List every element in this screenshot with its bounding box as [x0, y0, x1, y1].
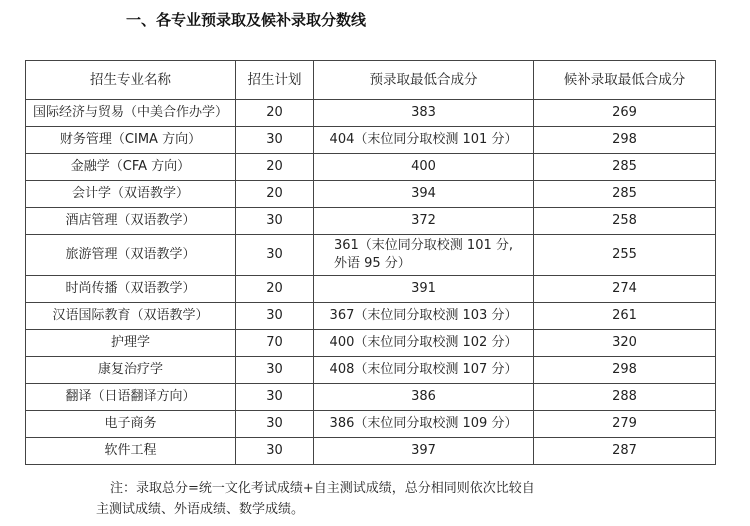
cell-plan: 30: [236, 357, 314, 384]
cell-major: 护理学: [26, 330, 236, 357]
cell-major: 会计学（双语教学）: [26, 181, 236, 208]
cell-major: 金融学（CFA 方向）: [26, 154, 236, 181]
cell-major: 时尚传播（双语教学）: [26, 276, 236, 303]
cell-major: 国际经济与贸易（中美合作办学）: [26, 100, 236, 127]
cell-plan: 70: [236, 330, 314, 357]
cell-waitlist: 255: [534, 235, 716, 276]
cell-pre-admission: 367（末位同分取校测 103 分）: [314, 303, 534, 330]
table-row: [26, 154, 716, 181]
header-waitlist: 候补录取最低合成分: [534, 61, 716, 100]
cell-waitlist: 274: [534, 276, 716, 303]
pre-admission-multiline: [334, 237, 513, 273]
header-pre-admission: 预录取最低合成分: [314, 61, 534, 100]
cell-waitlist: 261: [534, 303, 716, 330]
pre-admission-line-1: 361（末位同分取校测 101 分,: [333, 238, 514, 253]
footnote-line-2: 主测试成绩、外语成绩、数学成绩。: [96, 502, 305, 517]
cell-pre-admission: [314, 235, 534, 276]
pre-admission-line-2: 外语 95 分）: [333, 256, 411, 271]
cell-major: 翻译（日语翻译方向）: [26, 384, 236, 411]
cell-plan: 30: [236, 384, 314, 411]
table-row: [26, 357, 716, 384]
cell-pre-admission: 400: [314, 154, 534, 181]
table-row: [26, 276, 716, 303]
cell-pre-admission: 383: [314, 100, 534, 127]
cell-waitlist: 285: [534, 181, 716, 208]
cell-major: 软件工程: [26, 438, 236, 465]
cell-plan: 20: [236, 276, 314, 303]
cell-waitlist: 320: [534, 330, 716, 357]
cell-pre-admission: 386: [314, 384, 534, 411]
cell-plan: 30: [236, 208, 314, 235]
cell-pre-admission: 372: [314, 208, 534, 235]
cell-pre-admission: 397: [314, 438, 534, 465]
cell-plan: 20: [236, 154, 314, 181]
cell-major: 旅游管理（双语教学）: [26, 235, 236, 276]
table-row: [26, 127, 716, 154]
footnote: [96, 478, 670, 520]
cell-plan: 20: [236, 100, 314, 127]
table-row: [26, 181, 716, 208]
table-row: [26, 384, 716, 411]
cell-pre-admission: 391: [314, 276, 534, 303]
section-heading: 一、各专业预录取及候补录取分数线: [126, 11, 367, 29]
cell-pre-admission: 408（末位同分取校测 107 分）: [314, 357, 534, 384]
table-row: [26, 330, 716, 357]
cell-waitlist: 269: [534, 100, 716, 127]
cell-waitlist: 288: [534, 384, 716, 411]
cell-plan: 20: [236, 181, 314, 208]
cell-major: 财务管理（CIMA 方向）: [26, 127, 236, 154]
table-row: [26, 303, 716, 330]
cell-pre-admission: 386（末位同分取校测 109 分）: [314, 411, 534, 438]
header-major: 招生专业名称: [26, 61, 236, 100]
cell-plan: 30: [236, 411, 314, 438]
table-row: [26, 100, 716, 127]
cell-waitlist: 298: [534, 127, 716, 154]
cell-waitlist: 279: [534, 411, 716, 438]
cell-pre-admission: 394: [314, 181, 534, 208]
cell-waitlist: 287: [534, 438, 716, 465]
cell-major: 电子商务: [26, 411, 236, 438]
cell-pre-admission: 400（末位同分取校测 102 分）: [314, 330, 534, 357]
cell-major: 汉语国际教育（双语教学）: [26, 303, 236, 330]
table-row: [26, 438, 716, 465]
table-row: [26, 411, 716, 438]
cell-waitlist: 258: [534, 208, 716, 235]
header-plan: 招生计划: [236, 61, 314, 100]
footnote-line-1: 注：录取总分=统一文化考试成绩+自主测试成绩，总分相同则依次比较自: [110, 481, 535, 496]
cell-plan: 30: [236, 127, 314, 154]
cell-waitlist: 298: [534, 357, 716, 384]
cell-plan: 30: [236, 235, 314, 276]
cell-plan: 30: [236, 438, 314, 465]
admission-score-table: [25, 60, 716, 465]
table-row: [26, 208, 716, 235]
cell-waitlist: 285: [534, 154, 716, 181]
cell-pre-admission: 404（末位同分取校测 101 分）: [314, 127, 534, 154]
cell-major: 康复治疗学: [26, 357, 236, 384]
cell-plan: 30: [236, 303, 314, 330]
table-row: [26, 235, 716, 276]
table-header-row: [26, 61, 716, 100]
cell-major: 酒店管理（双语教学）: [26, 208, 236, 235]
